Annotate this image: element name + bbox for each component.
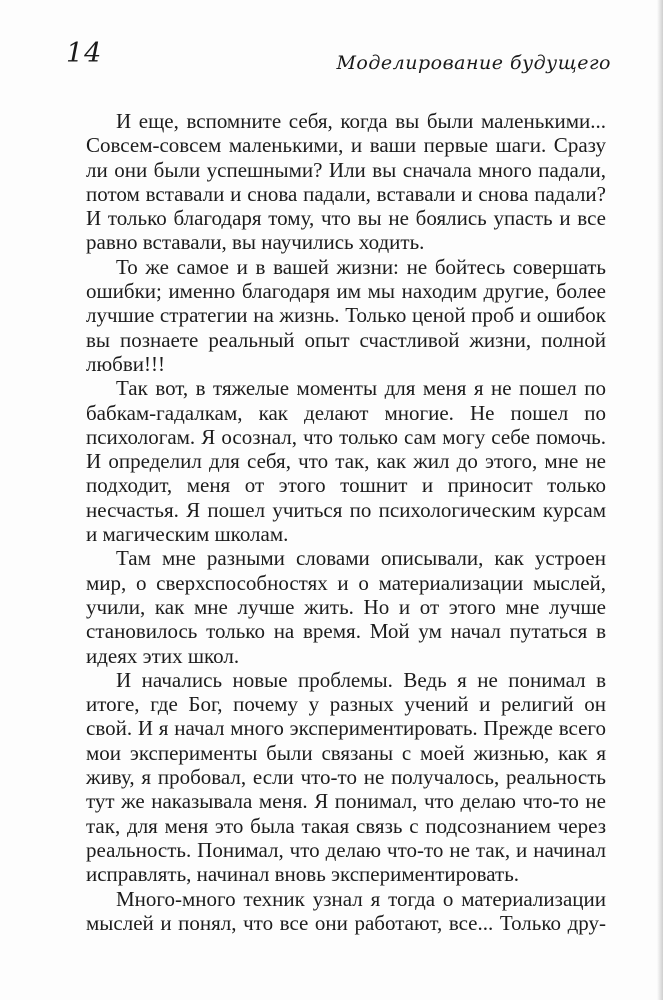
paragraph-6: Много-много техник узнал я тогда о материализации мыслей и понял, что все они работают, все... Только дру- xyxy=(86,886,606,935)
body-text xyxy=(86,109,606,935)
paragraph-5: И начались новые проблемы. Ведь я не понимал в итоге, где Бог, почему у разных учений и религий он свой. И я начал много экспериментировать. Прежде всего мои эксперименты были связаны с моей жизнью, как я живу, я пробовал, если что-то не получалось, реальность тут же наказывала меня. Я понимал, что делаю что-то не так, для меня это была такая связь с подсознанием через реальность. Понимал, что делаю что-то не так, и начинал исправлять, начинал вновь экспериментировать. xyxy=(86,667,606,887)
paragraph-3: Так вот, в тяжелые моменты для меня я не пошел по бабкам-гадалкам, как делают многие. Не пошел по психологам. Я осознал, что только сам могу себе помочь. И определил для себя, что так, как жил до этого, мне не подходит, меня от этого тошнит и приносит только несчастья. Я пошел учиться по психологическим курсам и магическим школам. xyxy=(86,376,606,547)
page-header xyxy=(0,0,663,100)
running-title: Моделирование будущего xyxy=(336,52,611,74)
page-number: 14 xyxy=(66,38,103,69)
paragraph-4: Там мне разными словами описывали, как устроен мир, о сверхспособностях и о материализации мыслей, учили, как мне лучше жить. Но и от этого мне лучше становилось только на время. Мой ум начал путаться в идеях этих школ. xyxy=(86,546,606,668)
paragraph-1: И еще, вспомните себя, когда вы были маленькими... Совсем-совсем маленькими, и ваши первые шаги. Сразу ли они были успешными? Или вы сначала много падали, потом вставали и снова падали, вставали и снова падали? И только благодаря тому, что вы не боялись упасть и все равно вставали, вы научились ходить. xyxy=(86,109,606,255)
paragraph-2: То же самое и в вашей жизни: не бойтесь совершать ошибки; именно благодаря им мы находим другие, более лучшие стратегии на жизнь. Только ценой проб и ошибок вы познаете реальный опыт счастливой жизни, полной любви!!! xyxy=(86,254,606,376)
page-edge-shadow xyxy=(657,0,663,1000)
